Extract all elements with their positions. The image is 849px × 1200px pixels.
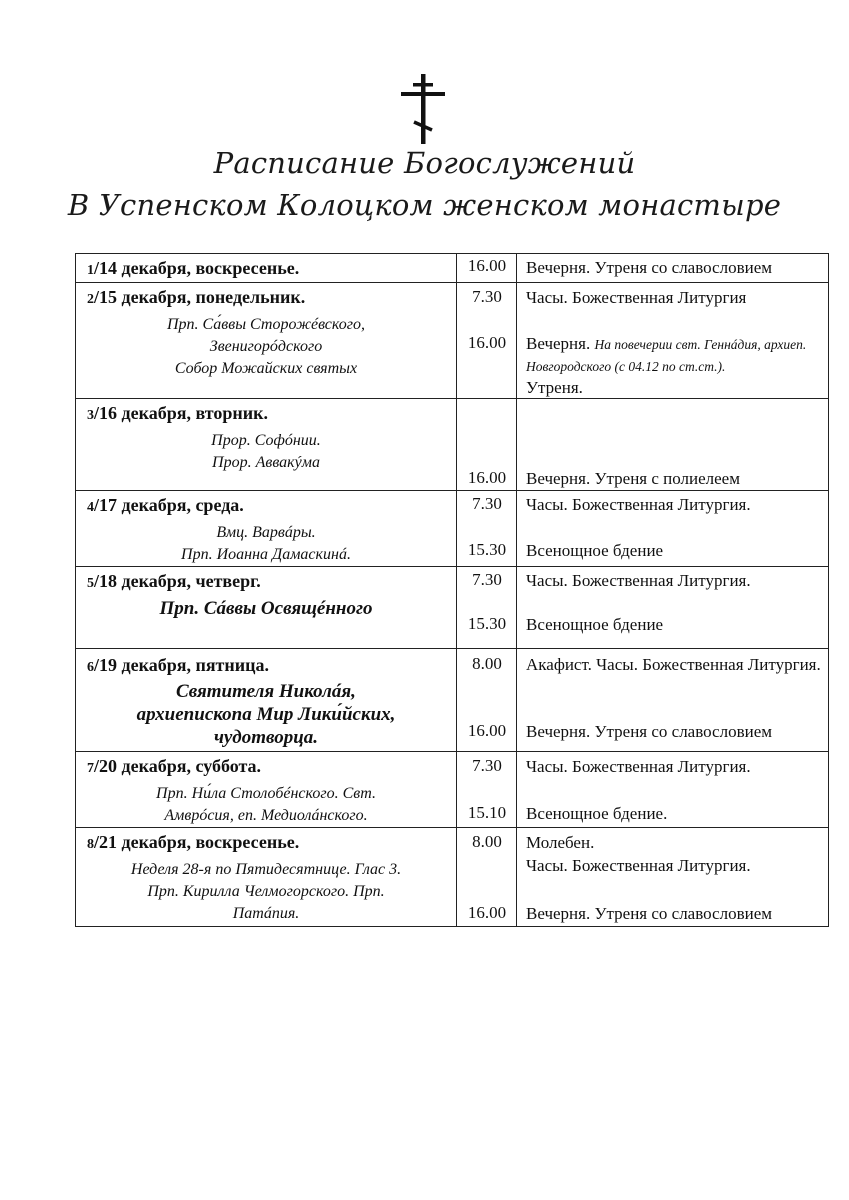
service-time: 8.00: [472, 654, 502, 673]
saint-line: Прп. Са́ввы Сторожéвского,: [166, 316, 366, 333]
day-number: 6: [87, 660, 94, 675]
table-row: [76, 399, 829, 491]
day-number: 1: [87, 263, 94, 278]
service-time: 16.00: [467, 468, 507, 487]
saint-line: Прп. Сáввы Освящéнного: [159, 598, 373, 619]
service-text: Акафист. Часы. Божественная Литургия.: [526, 655, 821, 674]
saint-line: архиепископа Мир Лики́йских,: [136, 704, 396, 725]
saint-line: Патáпия.: [232, 905, 300, 922]
service-note: На повечерии свт. Геннáдия, архиеп. Новгородского (с 04.12 по ст.ст.).: [526, 337, 807, 374]
saint-line: Святителя Николáя,: [176, 681, 356, 702]
service-text: Молебен.: [526, 833, 595, 852]
saint-line: Прор. Аввакýма: [212, 454, 320, 471]
day-label: /17 декабря, среда.: [94, 495, 244, 515]
service-text: Часы. Божественная Литургия.: [526, 856, 751, 875]
day-number: 4: [87, 500, 94, 515]
service-time: 15.30: [467, 614, 507, 633]
saint-line: Звенигорóдского: [209, 338, 323, 355]
service-text: Вечерня. Утреня со славословием: [526, 258, 773, 277]
service-time: 16.00: [467, 333, 507, 352]
service-text: Всенощное бдение: [526, 615, 664, 634]
service-text: Всенощное бдение.: [526, 804, 668, 823]
service-text: Вечерня.: [526, 334, 591, 353]
table-row: [76, 828, 829, 927]
day-label: /14 декабря, воскресенье.: [94, 258, 300, 278]
table-row: [76, 491, 829, 567]
saint-line: Амврóсия, еп. Медиолáнского.: [164, 807, 368, 824]
service-time: 15.10: [467, 803, 507, 822]
saint-line: Неделя 28-я по Пятидесятнице. Глас 3.: [130, 861, 402, 878]
day-label: /21 декабря, воскресенье.: [94, 832, 300, 852]
service-text: Часы. Божественная Литургия.: [526, 495, 751, 514]
day-label: /18 декабря, четверг.: [94, 571, 261, 591]
service-text: Утреня.: [526, 378, 583, 397]
day-label: /20 декабря, суббота.: [94, 756, 262, 776]
service-text: Вечерня. Утреня со славословием: [526, 904, 773, 923]
day-number: 3: [87, 408, 94, 423]
service-time: 7.30: [472, 494, 502, 513]
saint-line: Прп. Иоанна Дамаскинá.: [181, 546, 351, 563]
saint-line: Вмц. Варвáры.: [216, 524, 316, 541]
service-text: Всенощное бдение: [526, 541, 664, 560]
service-text: Часы. Божественная Литургия.: [526, 757, 751, 776]
saint-line: чудотворца.: [213, 727, 319, 748]
day-number: 7: [87, 761, 94, 776]
service-time: 7.30: [472, 570, 502, 589]
day-number: 8: [87, 837, 94, 852]
table-row: [76, 283, 829, 399]
day-label: /15 декабря, понедельник.: [94, 287, 306, 307]
service-text: Вечерня. Утреня с полиелеем: [526, 469, 740, 488]
day-number: 5: [87, 576, 94, 591]
service-time: 8.00: [472, 832, 502, 851]
service-time: 7.30: [472, 287, 502, 306]
service-time: 15.30: [467, 540, 507, 559]
table-row: [76, 649, 829, 752]
day-number: 2: [87, 292, 94, 307]
schedule-table: [75, 253, 829, 927]
saint-line: Собор Можайских святых: [174, 360, 358, 377]
service-text: Часы. Божественная Литургия: [526, 288, 747, 307]
table-row: [76, 752, 829, 828]
day-label: /19 декабря, пятница.: [94, 655, 270, 675]
service-time: 7.30: [472, 756, 502, 775]
saint-line: Прп. Кирилла Челмогорского. Прп.: [147, 883, 385, 900]
service-time: 16.00: [467, 256, 507, 275]
service-time: 16.00: [467, 721, 507, 740]
service-text: Часы. Божественная Литургия.: [526, 571, 751, 590]
table-row: [76, 567, 829, 649]
service-text: Вечерня. Утреня со славословием: [526, 722, 773, 741]
page-subtitle: В Успенском Колоцком женском монастыре: [67, 188, 782, 222]
saint-line: Прор. Софóнии.: [211, 432, 321, 449]
orthodox-cross-icon: [401, 74, 445, 144]
page-title: Расписание Богослужений: [213, 146, 636, 180]
day-label: /16 декабря, вторник.: [94, 403, 268, 423]
saint-line: Прп. Ни́ла Столобéнского. Свт.: [156, 785, 376, 802]
service-time: 16.00: [467, 903, 507, 922]
table-row: [76, 254, 829, 283]
